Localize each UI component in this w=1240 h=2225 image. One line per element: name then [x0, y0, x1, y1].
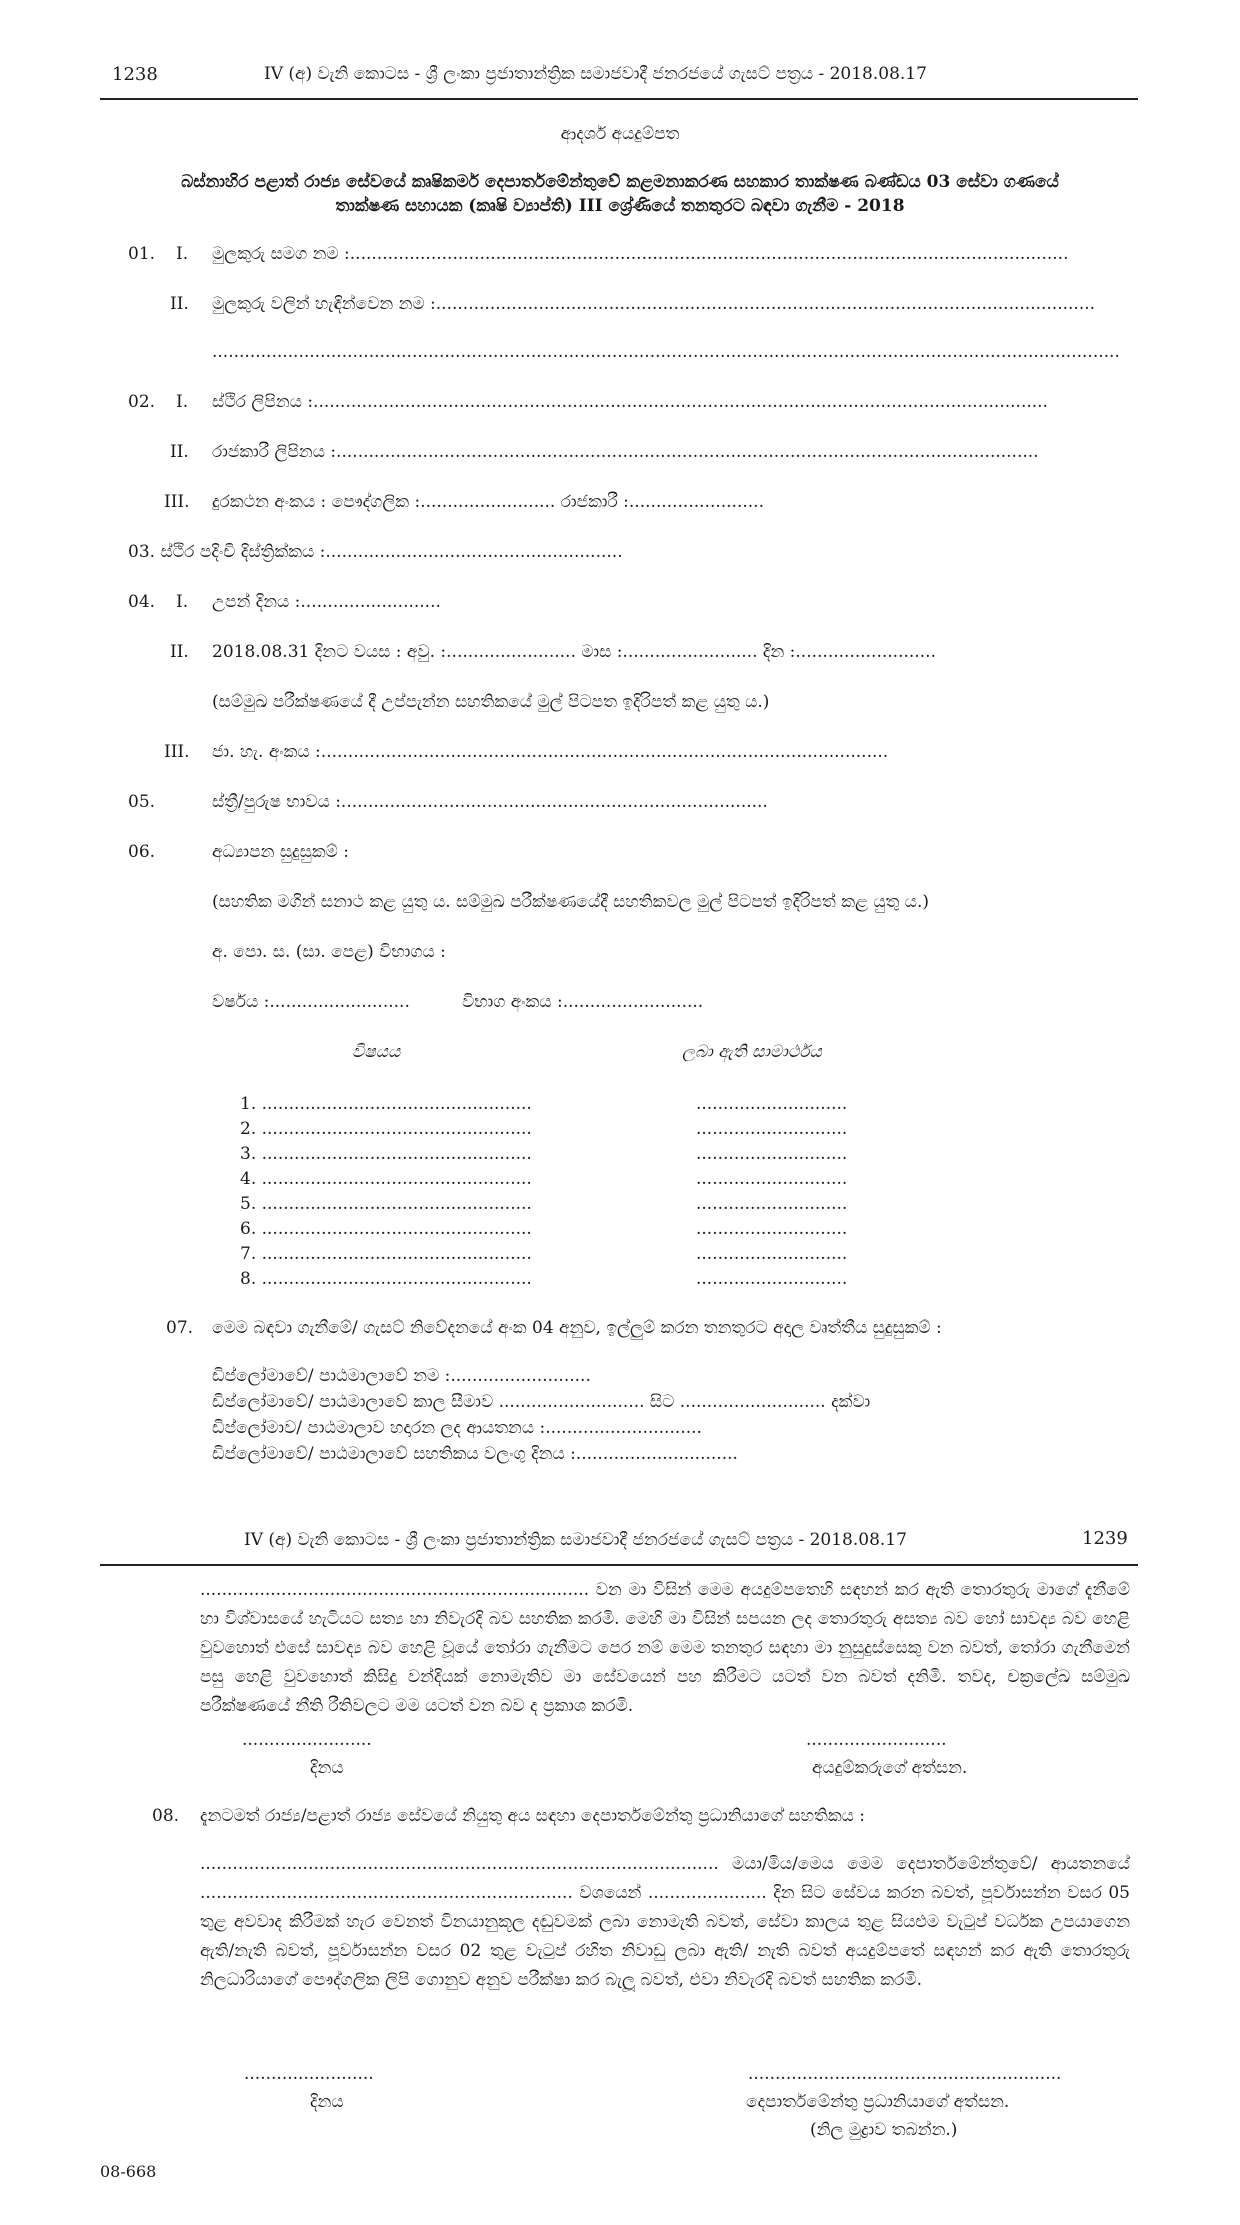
education-label: අධ්‍යාපන සුදුසුකම් :: [212, 842, 349, 862]
grade-row-1[interactable]: ............................: [696, 1094, 848, 1114]
nic-number-field[interactable]: ජා. හැ. අංකය :.........................................................................................................: [212, 742, 889, 762]
name-with-initials-continued[interactable]: ........................................................................................................................................................................: [212, 342, 1120, 362]
item-01-i-number: I.: [176, 244, 189, 264]
professional-qualifications-label: මෙම බඳවා ගැනීමේ/ ගැසට් නිවේදනයේ අංක 04 අනුව, ඉල්ලුම් කරන තනතුරට අදාල වෘත්තීය සුදුසුකම් :: [212, 1318, 942, 1338]
head-signature-line[interactable]: ..........................................................: [748, 2064, 1062, 2084]
official-address-field[interactable]: රාජකාරී ලිපිනය :..................................................................................................................................: [212, 442, 1039, 462]
telephone-field[interactable]: දුරකථන අංකය : පෞද්ගලික :......................... රාජකාරී :.........................: [212, 492, 764, 512]
grade-row-8[interactable]: ............................: [696, 1269, 848, 1289]
head-signature-label: දෙපාර්තමේන්තු ප්‍රධානියාගේ අත්සන.: [746, 2092, 1010, 2112]
form-subtitle-1: බස්නාහිර පළාත් රාජ්‍ය සේවයේ කෘෂිකර්ම දෙපාර්තමේන්තුවේ කළමනාකරණ සහකාර තාක්ෂණ බණ්ඩය 03 සේවා ගණයේ: [181, 172, 1059, 192]
subject-row-8[interactable]: 8. ..................................................: [240, 1269, 532, 1289]
education-note: (සහතික මගින් සනාථ කළ යුතු ය. සම්මුඛ පරීක්ෂණයේදී සහතිකවල මුල් පිටපත් ඉදිරිපත් කළ යුතු ය.): [212, 892, 930, 912]
declaration-date-line[interactable]: ........................: [242, 1730, 372, 1750]
age-field[interactable]: 2018.08.31 දිනට වයස : අවු. :........................ මාස :......................... දින :..........................: [212, 642, 936, 662]
subject-row-3[interactable]: 3. ..................................................: [240, 1144, 532, 1164]
subject-row-2[interactable]: 2. ..................................................: [240, 1119, 532, 1139]
subject-row-1[interactable]: 1. ..................................................: [240, 1094, 532, 1114]
item-08-number: 08.: [152, 1806, 180, 1826]
exam-year-field[interactable]: වර්ෂය :..........................: [212, 992, 410, 1012]
item-02-ii-number: II.: [170, 442, 189, 462]
item-04-ii-number: II.: [170, 642, 189, 662]
gender-field[interactable]: ස්ත්‍රී/පුරුෂ භාවය :...............................................................................: [212, 792, 768, 812]
birth-certificate-note: (සම්මුඛ පරීක්ෂණයේ දී උප්පැන්න සහතිකයේ මුල් පිටපත ඉදිරිපත් කළ යුතු ය.): [212, 692, 770, 712]
gazette-header: IV (අ) වැනි කොටස - ශ්‍රී ලංකා ප්‍රජාතාන්ත්‍රික සමාජවාදී ජනරජයේ ගැසට් පත්‍රය - 2018.08.17: [264, 64, 927, 84]
form-title: ආදර්ශ අයදුම්පත: [560, 124, 680, 144]
grade-row-4[interactable]: ............................: [696, 1169, 848, 1189]
item-07-number: 07.: [166, 1318, 194, 1338]
diploma-name-field[interactable]: ඩිප්ලෝමාවේ/ පාඨමාලාවේ නම :..........................: [212, 1366, 591, 1386]
gazette-header-2: IV (අ) වැනි කොටස - ශ්‍රී ලංකා ප්‍රජාතාන්ත්‍රික සමාජවාදී ජනරජයේ ගැසට් පත්‍රය - 2018.08.17: [244, 1530, 907, 1550]
applicant-declaration: ........................................................................ වන මා විසින් මෙම අයදුම්පතෙහි සඳහන් කර ඇති තොරතුරු මාගේ දැනීමේ හා විශ්වාසයේ හැටියට සත්‍ය හා නිවැරදි බව සහතික කරමි. මෙහි මා විසින් සපයන ලද තොරතුරු අසත්‍ය බව හෝ සාවද්‍ය බව හෙළි වුවහොත් එසේ සාවද්‍ය බව හෙළි වූයේ තෝරා ගැනීමට පෙර නම් මෙම තනතුර සඳහා මා නුසුදුස්සෙකු වන බවත්, තෝරා ගැනීමෙන් පසු හෙළි වුවහොත් කිසිදු වන්දියක් නොමැතිව මා සේවයෙන් පහ කිරීමට යටත් වන බවත් දනිමි. තවද, චක්‍රලේඛ සම්මුඛ පරීක්ෂණයේ නීති රීතිවලට මම යටත් වන බව ද ප්‍රකාශ කරමි.: [200, 1580, 1130, 1716]
item-01-number: 01.: [128, 244, 156, 264]
certificate-date-label: දිනය: [310, 2092, 344, 2112]
declaration-date-label: දිනය: [310, 1758, 344, 1778]
header-rule-2: [100, 1564, 1138, 1566]
applicant-signature-label: අයදුම්කරුගේ අත්සන.: [812, 1758, 968, 1778]
form-subtitle-2: තාක්ෂණ සහායක (කෘෂි ව්‍යාප්ති) III ශ්‍රේණියේ තනතුරට බඳවා ගැනීම - 2018: [335, 196, 905, 216]
subject-row-5[interactable]: 5. ..................................................: [240, 1194, 532, 1214]
grade-row-3[interactable]: ............................: [696, 1144, 848, 1164]
ol-exam-label: අ. පො. ස. (සා. පෙළ) විභාගය :: [212, 942, 446, 962]
subject-column-header: විෂයය: [352, 1042, 401, 1062]
item-02-iii-number: III.: [164, 492, 190, 512]
applicant-signature-line[interactable]: ..........................: [806, 1730, 947, 1750]
head-of-department-label: දැනටමත් රාජ්‍ය/පළාත් රාජ්‍ය සේවයේ නියුතු අය සඳහා දෙපාර්තමේන්තු ප්‍රධානියාගේ සහතිකය :: [200, 1806, 866, 1826]
diploma-validity-field[interactable]: ඩිප්ලෝමාවේ/ පාඨමාලාවේ සහතිකය වලංගු දිනය :..............................: [212, 1444, 738, 1464]
full-name-field[interactable]: මුලකුරු සමග නම :.....................................................................................................................................: [212, 244, 1069, 264]
grade-row-7[interactable]: ............................: [696, 1244, 848, 1264]
name-with-initials-field[interactable]: මුලකුරු වලින් හැඳින්වෙන නම :..........................................................................................................................: [212, 294, 1096, 314]
subject-row-4[interactable]: 4. ..................................................: [240, 1169, 532, 1189]
header-rule: [100, 98, 1138, 100]
item-02-number: 02.: [128, 392, 156, 412]
item-05-number: 05.: [128, 792, 156, 812]
grade-row-2[interactable]: ............................: [696, 1119, 848, 1139]
item-06-number: 06.: [128, 842, 156, 862]
head-of-department-certificate: ................................................................................................ මයා/මිය/මෙය මෙම දෙපාර්තමේන්තුවේ/ ආයතනයේ ..................................................................... වශයෙන් ...................... දින සිට සේවය කරන බවත්, පූර්වාසන්න වසර 05 තුළ අවවාද කිරීමක් හැර වෙනත් විනයානුකූල දඬුවමක් ලබා නොමැති බවත්, සේවා කාලය තුළ සියළුම වැටුප් වර්ධක උපයාගෙන ඇති/නැති බවත්, පූර්වාසන්න වසර 02 තුළ වැටුප් රහිත නිවාඩු ලබා ඇති/ නැති බවත් අයදුම්පතේ සඳහන් කර ඇති තොරතුරු නිලධාරියාගේ පෞද්ගලික ලිපි ගොනුව අනුව පරීක්ෂා කර බැලූ බවත්, එවා නිවැරදි බවත් සහතික කරමි.: [200, 1854, 1130, 1990]
item-04-number: 04.: [128, 592, 156, 612]
footer-code: 08-668: [100, 2162, 157, 2181]
item-04-iii-number: III.: [164, 742, 190, 762]
exam-index-field[interactable]: විභාග අංකය :..........................: [462, 992, 704, 1012]
grade-row-5[interactable]: ............................: [696, 1194, 848, 1214]
official-seal-note: (නිල මුද්‍රාව තබන්න.): [810, 2120, 958, 2140]
district-field[interactable]: 03. ස්ථිර පදිංචි දිස්ත්‍රික්කය :.......................................................: [128, 542, 623, 562]
grade-column-header: ලබා ඇති සාමාර්ථය: [682, 1042, 822, 1062]
subject-row-7[interactable]: 7. ..................................................: [240, 1244, 532, 1264]
permanent-address-field[interactable]: ස්ථිර ලිපිනය :........................................................................................................................................: [212, 392, 1048, 412]
page-number: 1238: [112, 64, 158, 85]
page-number-2: 1239: [1082, 1528, 1128, 1549]
diploma-duration-field[interactable]: ඩිප්ලෝමාවේ/ පාඨමාලාවේ කාල සීමාව ........................... සිට ........................... දක්වා: [212, 1392, 871, 1412]
grade-row-6[interactable]: ............................: [696, 1219, 848, 1239]
item-01-ii-number: II.: [170, 294, 189, 314]
item-02-i-number: I.: [176, 392, 189, 412]
diploma-institute-field[interactable]: ඩිප්ලෝමාව/ පාඨමාලාව හදාරන ලද ආයතනය :.............................: [212, 1418, 702, 1438]
date-of-birth-field[interactable]: උපන් දිනය :..........................: [212, 592, 441, 612]
subject-row-6[interactable]: 6. ..................................................: [240, 1219, 532, 1239]
item-04-i-number: I.: [176, 592, 189, 612]
certificate-date-line[interactable]: ........................: [244, 2064, 374, 2084]
